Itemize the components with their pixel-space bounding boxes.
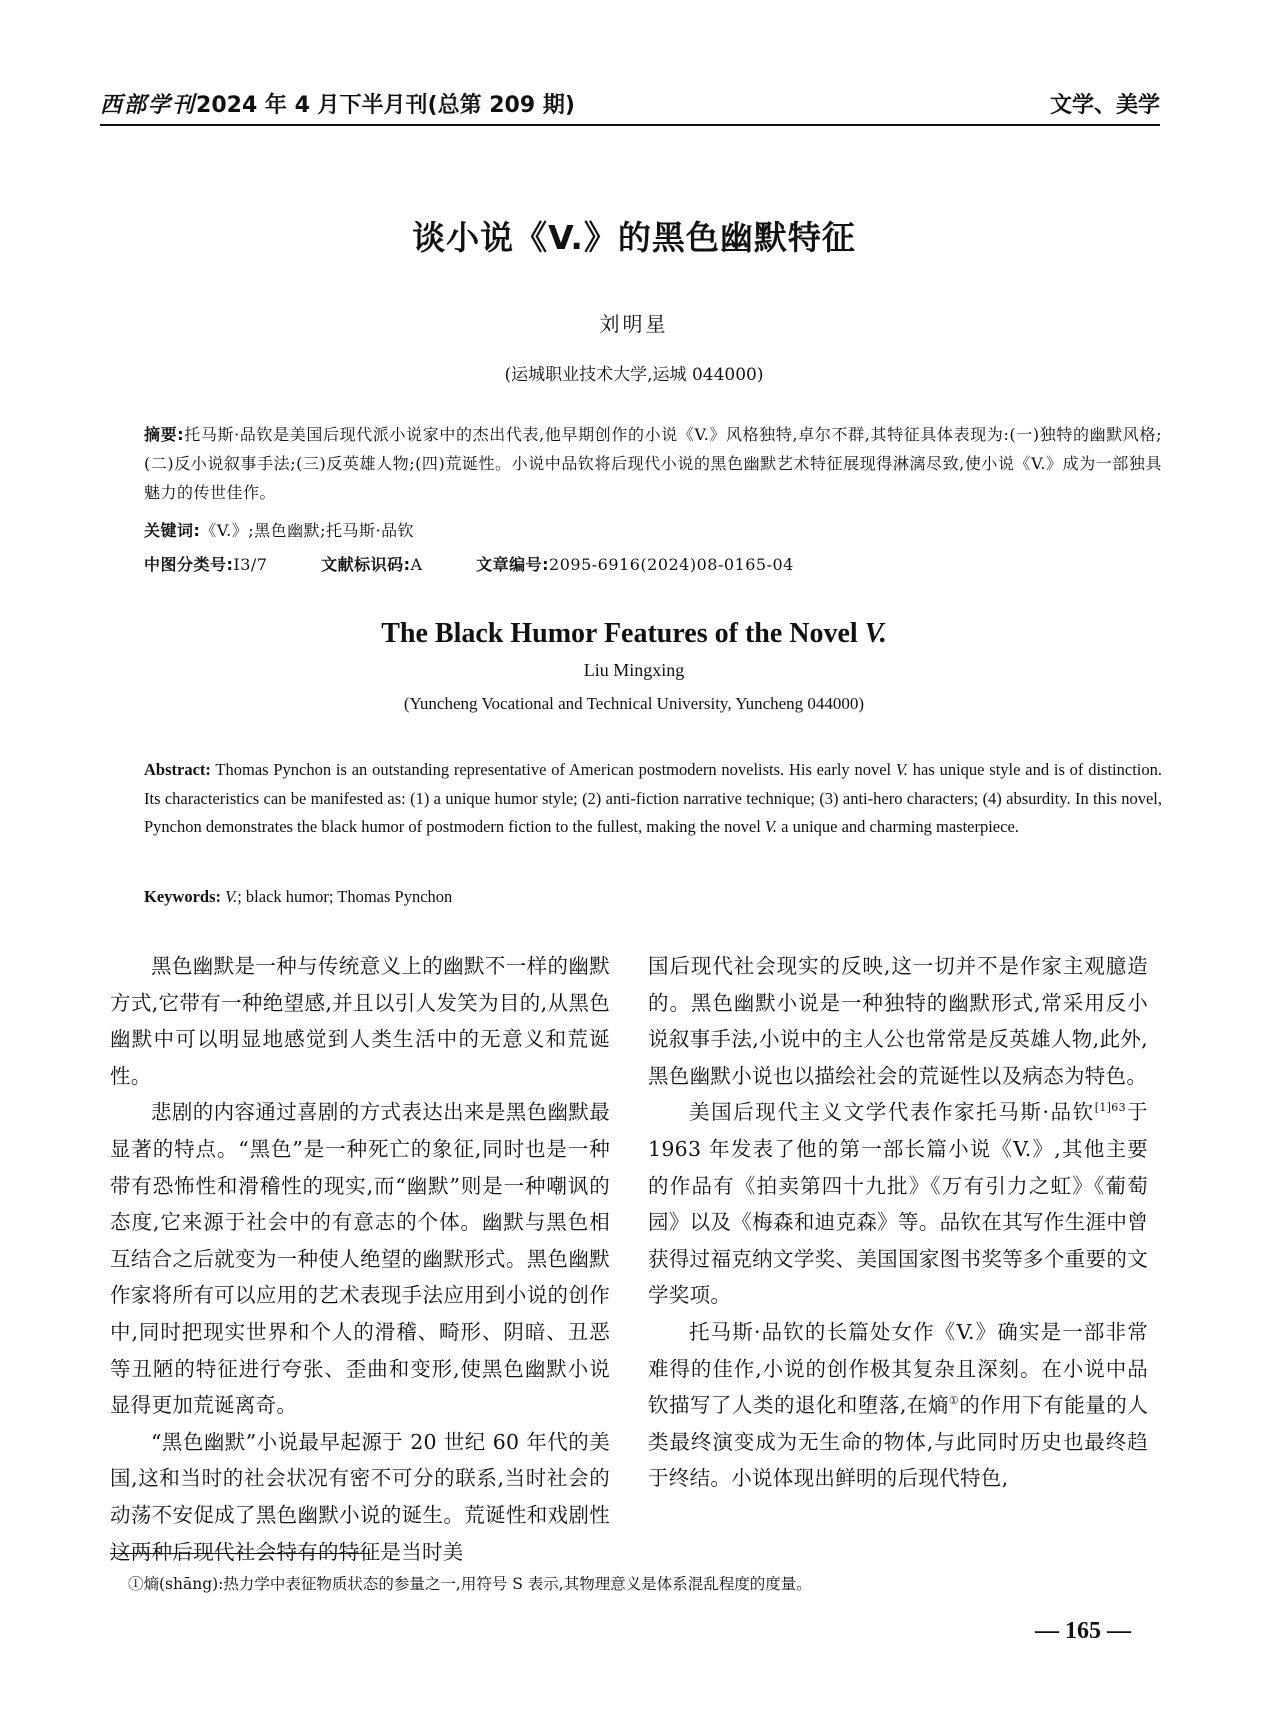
affiliation-en: (Yuncheng Vocational and Technical University, Yuncheng 044000)	[403, 694, 865, 713]
title-en	[0, 618, 1268, 650]
doc-code-label: 文献标识码:	[321, 555, 411, 574]
clc-label: 中图分类号:	[144, 555, 234, 574]
body-paragraph-continued: 国后现代社会现实的反映,这一切并不是作家主观臆造的。黑色幽默小说是一种独特的幽默形式,常采用反小说叙事手法,小说中的主人公也常常是反英雄人物,此外,黑色幽默小说也以描绘社会的荒诞性以及病态为特色。	[648, 954, 1148, 1088]
article-id	[476, 550, 794, 579]
title-en-main: The Black Humor Features of the Novel	[381, 618, 865, 649]
header-rule	[100, 124, 1160, 126]
body-column-left	[110, 948, 610, 1570]
doc-code	[321, 550, 422, 579]
abstract-en-v1: V.	[895, 760, 908, 779]
keywords-cn-text: 《V.》;黑色幽默;托马斯·品钦	[200, 521, 415, 540]
author: 刘明星	[599, 312, 669, 336]
abstract-en	[144, 756, 1162, 842]
abstract-cn-label: 摘要:	[144, 425, 185, 444]
keywords-en-rest: ; black humor; Thomas Pynchon	[237, 887, 453, 906]
article-title: 谈小说《V.》的黑色幽默特征	[412, 218, 856, 257]
abstract-en-part2: has unique style and is of distinction. Its characteristics can be manifested as: (1) a unique humor style; (2) anti-fiction narrative technique; (3) anti-hero characters; (4) absurdity. In this novel, Pynchon demonstrates the black humor of postmodern fiction to the fullest, making the novel	[144, 760, 1163, 836]
journal-issue	[100, 88, 575, 119]
footnote-rule	[110, 1553, 370, 1554]
abstract-cn	[144, 420, 1162, 507]
section-name: 文学、美学	[1049, 93, 1160, 118]
issue-info: 2024 年 4 月下半月刊(总第 209 期)	[196, 93, 575, 118]
keywords-cn-label: 关键词:	[144, 521, 201, 540]
doc-code-value: A	[410, 555, 423, 574]
body-column-right	[648, 948, 1148, 1497]
keywords-en	[144, 883, 1162, 912]
article-id-label: 文章编号:	[476, 555, 550, 574]
page-number: — 165 —	[1035, 1618, 1131, 1644]
body-text: 托马斯·品钦的长篇处女作《V.》确实是一部非常难得的佳作,小说的创作极其复杂且深刻。在小说中品钦描写了人类的退化和堕落,在熵	[648, 1319, 1148, 1418]
body-text: 于 1963 年发表了他的第一部长篇小说《V.》,其他主要的作品有《拍卖第四十九批》《万有引力之虹》《葡萄园》以及《梅森和迪克森》等。品钦在其写作生涯中曾获得过福克纳文学奖、美国国家图书奖等多个重要的文学奖项。	[648, 1100, 1148, 1308]
body-text: 美国后现代主义文学代表作家托马斯·品钦	[689, 1100, 1095, 1125]
keywords-en-label: Keywords:	[144, 887, 221, 906]
article-id-value: 2095-6916(2024)08-0165-04	[549, 555, 794, 574]
abstract-en-label: Abstract:	[144, 760, 211, 779]
body-paragraph: 悲剧的内容通过喜剧的方式表达出来是黑色幽默最显著的特点。“黑色”是一种死亡的象征,同时也是一种带有恐怖性和滑稽性的现实,而“幽默”则是一种嘲讽的态度,它来源于社会中的有意志的个体。幽默与黑色相互结合之后就变为一种使人绝望的幽默形式。黑色幽默作家将所有可以应用的艺术表现手法应用到小说的创作中,同时把现实世界和个人的滑稽、畸形、阴暗、丑恶等丑陋的特征进行夸张、歪曲和变形,使黑色幽默小说显得更加荒诞离奇。	[110, 1100, 610, 1418]
body-paragraph: 黑色幽默是一种与传统意义上的幽默不一样的幽默方式,它带有一种绝望感,并且以引人发笑为目的,从黑色幽默中可以明显地感觉到人类生活中的无意义和荒诞性。	[110, 954, 610, 1088]
abstract-en-v2: V.	[764, 817, 777, 836]
author-en: Liu Mingxing	[583, 660, 685, 680]
abstract-en-part3: a unique and charming masterpiece.	[777, 817, 1019, 836]
body-paragraph	[648, 1094, 1148, 1314]
body-paragraph	[648, 1314, 1148, 1497]
body-text: 的作用下有能量的人类最终演变成为无生命的物体,与此同时历史也最终趋于终结。小说体现出鲜明的后现代特色,	[648, 1393, 1149, 1491]
footnote: ①熵(shāng):热力学中表征物质状态的参量之一,用符号 S 表示,其物理意义是体系混乱程度的度量。	[128, 1575, 812, 1593]
abstract-cn-text: 托马斯·品钦是美国后现代派小说家中的杰出代表,他早期创作的小说《V.》风格独特,卓尔不群,其特征具体表现为:(一)独特的幽默风格;(二)反小说叙事手法;(三)反英雄人物;(四)荒诞性。小说中品钦将后现代小说的黑色幽默艺术特征展现得淋漓尽致,使小说《V.》成为一部独具魅力的传世佳作。	[144, 425, 1162, 502]
body-paragraph: “黑色幽默”小说最早起源于 20 世纪 60 年代的美国,这和当时的社会状况有密不可分的联系,当时社会的动荡不安促成了黑色幽默小说的诞生。荒诞性和戏剧性这两种后现代社会特有的特征是当时美	[110, 1429, 610, 1564]
keywords-en-v: V.	[225, 887, 238, 906]
clc-code	[144, 550, 267, 579]
journal-brand: 西部学刊	[100, 92, 197, 118]
citation-ref: [1]63	[1094, 1101, 1126, 1115]
affiliation: (运城职业技术大学,运城 044000)	[504, 365, 764, 385]
keywords-cn	[144, 516, 1162, 545]
running-header	[100, 88, 1160, 122]
title-en-italic: V.	[864, 618, 887, 649]
footnote-ref: ①	[948, 1394, 960, 1408]
clc-value: I3/7	[233, 555, 268, 574]
abstract-en-part1: Thomas Pynchon is an outstanding representative of American postmodern novelists. His early novel	[210, 760, 896, 779]
classification-line	[144, 550, 1162, 579]
